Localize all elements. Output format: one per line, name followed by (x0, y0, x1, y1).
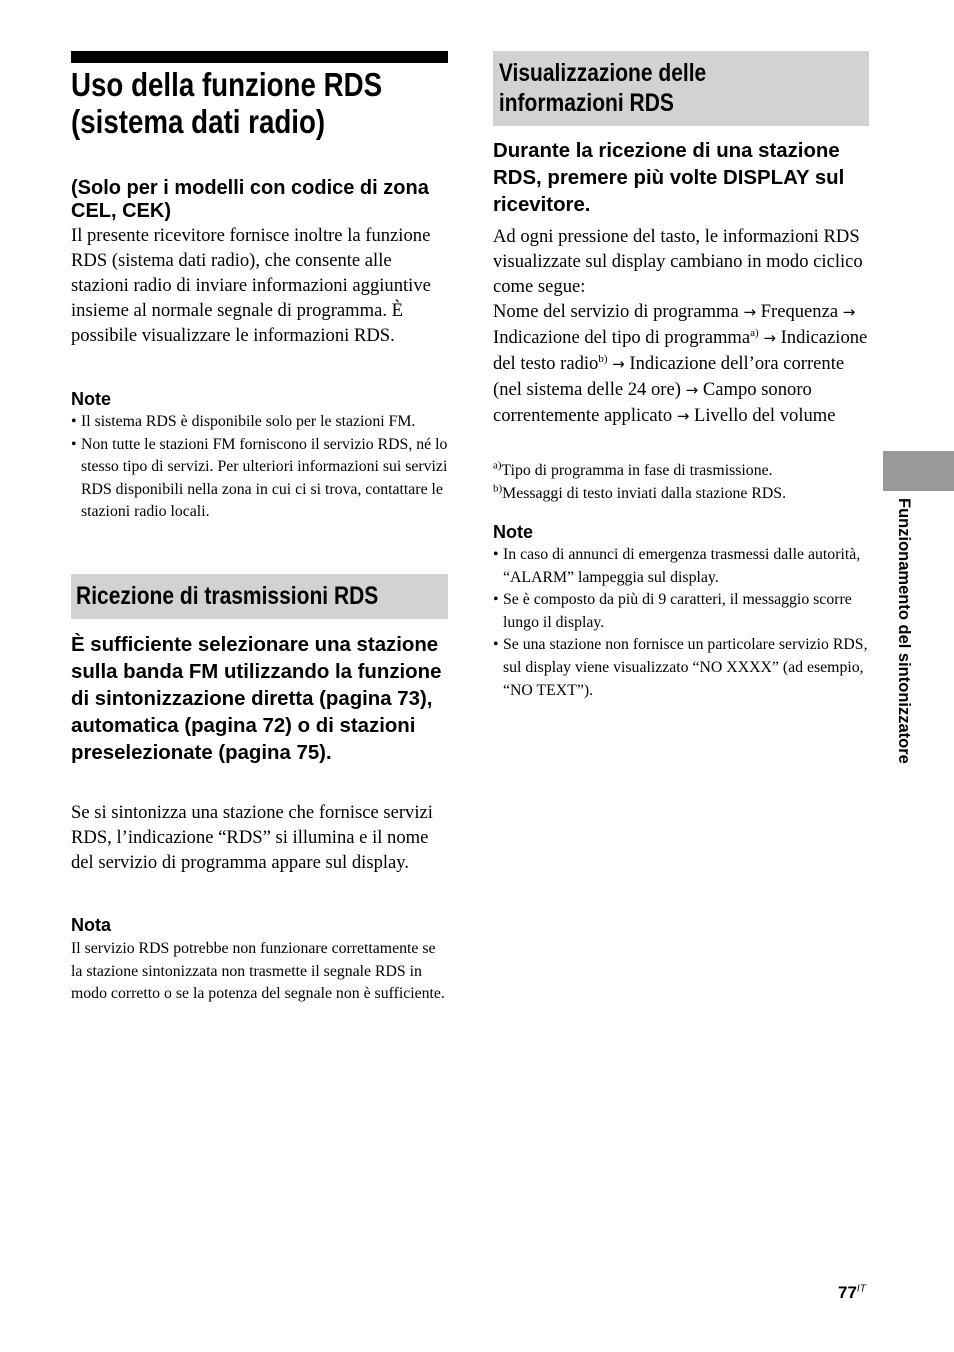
note-item: • Il sistema RDS è disponibile solo per le stazioni FM. (71, 411, 451, 434)
bullet-icon: • (493, 636, 499, 654)
sequence-item: Indicazione del testo radio (493, 327, 868, 374)
section-header-ricezione (71, 574, 448, 619)
sequence-item: Campo sonoro correntemente applicato (493, 379, 812, 426)
note-list (71, 411, 451, 524)
arrow-right-icon: → (685, 381, 699, 399)
footnote-mark: b) (598, 352, 608, 365)
page-number: $77^{IT}$ (838, 1283, 866, 1302)
title-rule (71, 51, 448, 63)
step-heading: Durante la ricezione di una stazione RDS, premere più volte DISPLAY sul ricevitore. (493, 140, 845, 216)
note-label: Note (493, 522, 533, 542)
note-item: • Se una stazione non fornisce un particolare servizio RDS, sul display viene visualizzato “NO XXXX” (ad esempio, “NO TEXT”). (493, 636, 868, 699)
sequence-item: Frequenza (760, 301, 839, 322)
page-title (71, 66, 399, 140)
footnotes (493, 460, 869, 505)
bullet-icon: • (71, 435, 77, 453)
note-item: • Se è composto da più di 9 caratteri, il messaggio scorre lungo il display. (493, 591, 852, 631)
arrow-right-icon: → (676, 407, 690, 425)
note-label: Note (71, 389, 111, 409)
step-heading: È sufficiente selezionare una stazione sulla banda FM utilizzando la funzione di sintonizzazione diretta (pagina 73), automatica (pagina 72) o di stazioni preselezionate (pagina 75). (71, 634, 442, 764)
nota-text: Il servizio RDS potrebbe non funzionare correttamente se la stazione sintonizzata non trasmette il segnale RDS in modo corretto o se la potenza del segnale non è sufficiente. (71, 940, 445, 1003)
page-title-line-2: (sistema dati radio) (71, 103, 326, 140)
footnote-mark: a) (750, 326, 759, 339)
section-title-line-1: Visualizzazione delle (498, 59, 707, 87)
sequence-intro: Ad ogni pressione del tasto, le informazioni RDS visualizzate sul display cambiano in modo ciclico come segue: (493, 226, 863, 297)
chapter-label: Funzionamento del sintonizzatore (895, 498, 913, 764)
step-body: Se si sintonizza una stazione che fornisce servizi RDS, l’indicazione “RDS” si illumina e il nome del servizio di programma appare sul display. (71, 802, 433, 873)
chapter-tab (883, 451, 954, 491)
note-list (493, 544, 869, 702)
sequence-item: Nome del servizio di programma (493, 301, 739, 322)
bullet-icon: • (493, 546, 499, 563)
sequence-item: Indicazione dell’ora corrente (nel sistema delle 24 ore) (493, 353, 845, 400)
bullet-icon: • (71, 413, 77, 430)
page-title-line-1: Uso della funzione RDS (71, 66, 383, 103)
arrow-right-icon: → (842, 303, 856, 321)
note-item: • Non tutte le stazioni FM forniscono il servizio RDS, né lo stesso tipo di servizi. Per ulteriori informazioni sui servizi RDS disponibili nella zona in cui ci si trova, contattare le stazioni radio locali. (71, 435, 448, 521)
section-title-line-2: informazioni RDS (498, 89, 674, 117)
sequence-paragraph (493, 224, 869, 429)
sequence-item: Indicazione del tipo di programma (493, 327, 751, 348)
bullet-icon: • (493, 591, 499, 609)
note-item: • In caso di annunci di emergenza trasmessi dalle autorità, “ALARM” lampeggia sul display. (493, 546, 861, 586)
region-code: IT (856, 1283, 866, 1295)
section-header-visualizzazione (493, 51, 869, 126)
model-subheading: (Solo per i modelli con codice di zona CEL, CEK) (71, 177, 429, 222)
arrow-right-icon: → (763, 329, 776, 347)
nota-label: Nota (71, 915, 111, 935)
sequence-item: Livello del volume (694, 405, 836, 426)
footnote: $^{b)}$Messaggi di testo inviati dalla stazione RDS. (493, 482, 787, 502)
intro-paragraph: Il presente ricevitore fornisce inoltre la funzione RDS (sistema dati radio), che consente alle stazioni radio di inviare informazioni aggiuntive insieme al normale segnale di programma. È possibile visualizzare le informazioni RDS. (71, 225, 431, 346)
arrow-right-icon: → (743, 303, 757, 321)
section-title (493, 51, 809, 118)
section-title: Ricezione di trasmissioni RDS (76, 582, 379, 610)
arrow-right-icon: → (612, 355, 625, 373)
footnote: $^{a)}$Tipo di programma in fase di trasmissione. (493, 459, 773, 479)
